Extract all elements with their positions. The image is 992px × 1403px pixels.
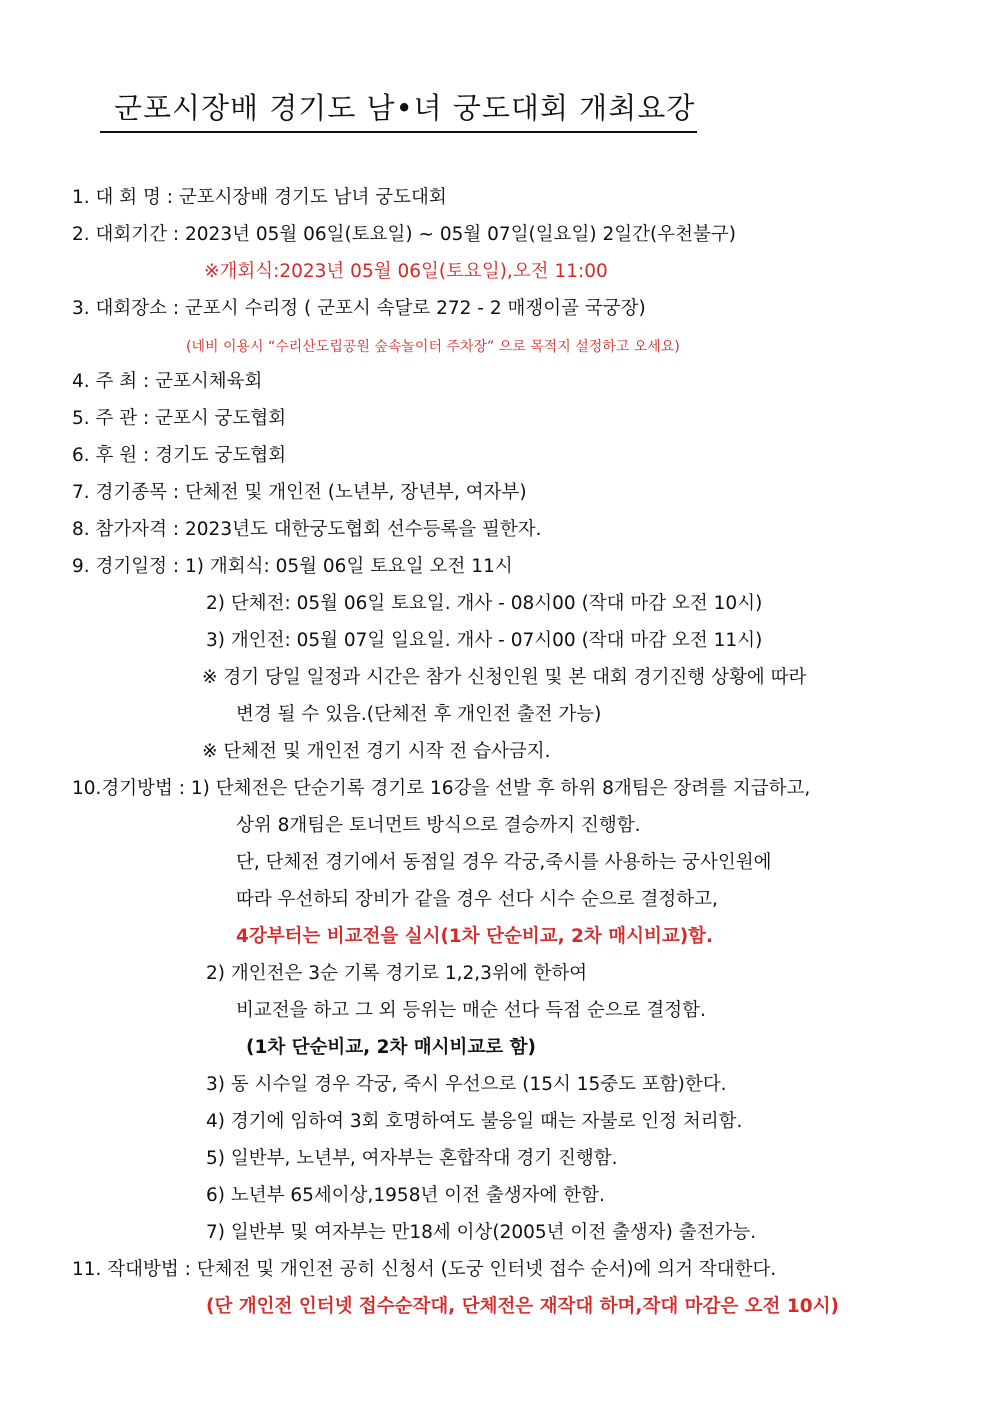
item-10-1-line-2: 상위 8개팀은 토너먼트 방식으로 결승까지 진행함. xyxy=(236,815,641,836)
item-5-organizer: 5. 주 관 : 군포시 궁도협회 xyxy=(72,408,287,429)
item-2-opening-note: ※개회식:2023년 05월 06일(토요일),오전 11:00 xyxy=(204,261,608,282)
item-10-4: 4) 경기에 임하여 3회 호명하여도 불응일 때는 자불로 인정 처리함. xyxy=(206,1111,743,1132)
item-9-team-schedule: 2) 단체전: 05월 06일 토요일. 개사 - 08시00 (작대 마감 오전 10시) xyxy=(206,593,763,614)
item-9-note-1: ※ 경기 당일 일정과 시간은 참가 신청인원 및 본 대회 경기진행 상황에 따라 xyxy=(202,667,807,688)
item-10-3: 3) 동 시수일 경우 각궁, 죽시 우선으로 (15시 15중도 포함)한다. xyxy=(206,1074,727,1095)
item-9-individual-schedule: 3) 개인전: 05월 07일 일요일. 개사 - 07시00 (작대 마감 오전 11시) xyxy=(206,630,763,651)
item-10-1-line-4: 따라 우선하되 장비가 같을 경우 선다 시수 순으로 결정하고, xyxy=(236,889,718,910)
item-10-1-highlight: 4강부터는 비교전을 실시(1차 단순비교, 2차 매시비교)함. xyxy=(236,926,714,947)
item-9-note-2: ※ 단체전 및 개인전 경기 시작 전 습사금지. xyxy=(202,741,551,762)
item-10-2: 2) 개인전은 3순 기록 경기로 1,2,3위에 한하여 xyxy=(206,963,588,984)
item-3-venue: 3. 대회장소 : 군포시 수리정 ( 군포시 속달로 272 - 2 매쟁이골 국궁장) xyxy=(72,298,646,319)
item-8-eligibility: 8. 참가자격 : 2023년도 대한궁도협회 선수등록을 필한자. xyxy=(72,519,542,540)
page-title: 군포시장배 경기도 남•녀 궁도대회 개최요강 xyxy=(100,86,697,133)
item-7-events: 7. 경기종목 : 단체전 및 개인전 (노년부, 장년부, 여자부) xyxy=(72,482,527,503)
item-1-name: 1. 대 회 명 : 군포시장배 경기도 남녀 궁도대회 xyxy=(72,187,447,208)
item-9-schedule: 9. 경기일정 : 1) 개회식: 05월 06일 토요일 오전 11시 xyxy=(72,556,513,577)
item-10-2-line-3: (1차 단순비교, 2차 매시비교로 함) xyxy=(246,1037,536,1058)
item-10-method: 10.경기방법 : 1) 단체전은 단순기록 경기로 16강을 선발 후 하위 8개팀은 장려를 지급하고, xyxy=(72,778,811,799)
item-10-5: 5) 일반부, 노년부, 여자부는 혼합작대 경기 진행함. xyxy=(206,1148,618,1169)
item-3-navi-note: (네비 이용시 “수리산도립공원 숲속놀이터 주차장” 으로 목적지 설정하고 오세요) xyxy=(186,339,680,355)
item-9-note-1-cont: 변경 될 수 있음.(단체전 후 개인전 출전 가능) xyxy=(236,704,602,725)
item-10-1-line-3: 단, 단체전 경기에서 동점일 경우 각궁,죽시를 사용하는 궁사인원에 xyxy=(236,852,772,873)
item-11-note: (단 개인전 인터넷 접수순작대, 단체전은 재작대 하며,작대 마감은 오전 10시) xyxy=(206,1296,839,1317)
item-6-sponsor: 6. 후 원 : 경기도 궁도협회 xyxy=(72,445,287,466)
item-10-2-line-2: 비교전을 하고 그 외 등위는 매순 선다 득점 순으로 결정함. xyxy=(236,1000,706,1021)
item-10-6: 6) 노년부 65세이상,1958년 이전 출생자에 한함. xyxy=(206,1185,605,1206)
item-4-host: 4. 주 최 : 군포시체육회 xyxy=(72,371,263,392)
item-2-period: 2. 대회기간 : 2023년 05월 06일(토요일) ~ 05월 07일(일요일) 2일간(우천불구) xyxy=(72,224,736,245)
item-10-7: 7) 일반부 및 여자부는 만18세 이상(2005년 이전 출생자) 출전가능. xyxy=(206,1222,757,1243)
item-11-registration: 11. 작대방법 : 단체전 및 개인전 공히 신청서 (도궁 인터넷 접수 순서)에 의거 작대한다. xyxy=(72,1259,777,1280)
